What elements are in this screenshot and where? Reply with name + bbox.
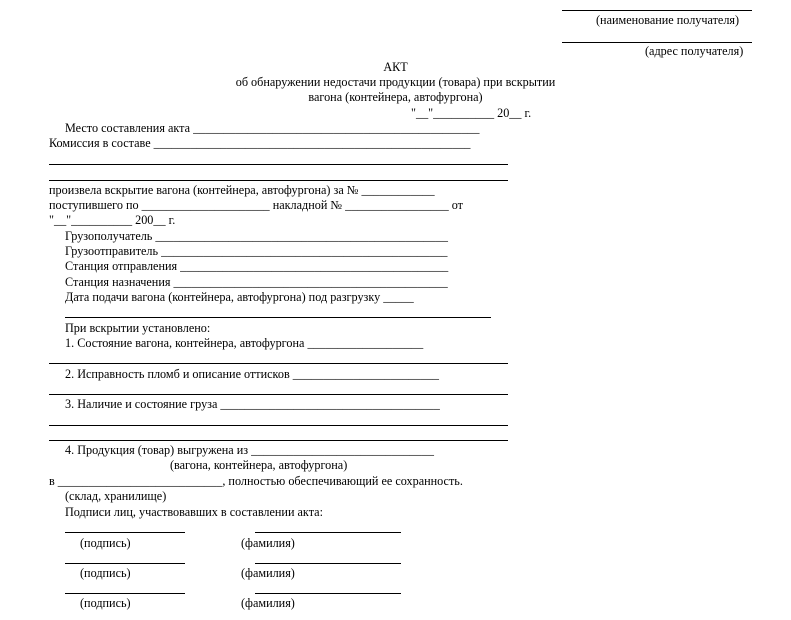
signature-label: (подпись)	[80, 566, 131, 580]
surname-label: (фамилия)	[241, 566, 295, 580]
departure-station-field[interactable]: Станция отправления ____________________________________________	[65, 259, 449, 273]
delivery-date-blank-line[interactable]	[65, 317, 491, 318]
recipient-name-label: (наименование получателя)	[596, 13, 740, 27]
act-date-line[interactable]: "__"__________ 20__ г.	[411, 106, 532, 120]
storage-hint: (склад, хранилище)	[65, 489, 167, 503]
place-of-act-field[interactable]: Место составления акта _______________________________________________	[65, 121, 480, 135]
item-2-blank-line[interactable]	[49, 394, 508, 395]
recipient-name-line[interactable]	[562, 10, 752, 11]
document-subtitle-1: об обнаружении недостачи продукции (товара) при вскрытии	[235, 75, 556, 89]
document-title: АКТ	[383, 60, 408, 74]
item-2-field[interactable]: 2. Исправность пломб и описание оттисков ________________________	[65, 367, 440, 381]
item-4-hint: (вагона, контейнера, автофургона)	[170, 458, 348, 472]
signatures-intro: Подписи лиц, участвовавших в составлении акта:	[65, 505, 323, 519]
consignor-field[interactable]: Грузоотправитель _______________________________________________	[65, 244, 448, 258]
signature-label: (подпись)	[80, 596, 131, 610]
document-subtitle-2: вагона (контейнера, автофургона)	[308, 90, 483, 104]
item-1-blank-line[interactable]	[49, 363, 508, 364]
commission-blank-line-2[interactable]	[49, 180, 508, 181]
storage-field[interactable]: в ___________________________, полностью обеспечивающий ее сохранность.	[49, 474, 463, 488]
signature-label: (подпись)	[80, 536, 131, 550]
recipient-address-line[interactable]	[562, 42, 752, 43]
opened-wagon-field[interactable]: произвела вскрытие вагона (контейнера, автофургона) за № ____________	[49, 183, 435, 197]
item-1-field[interactable]: 1. Состояние вагона, контейнера, автофургона ___________________	[65, 336, 424, 350]
recipient-address-label: (адрес получателя)	[645, 44, 744, 58]
surname-line-3[interactable]	[255, 593, 401, 594]
surname-line-2[interactable]	[255, 563, 401, 564]
item-4-field[interactable]: 4. Продукция (товар) выгружена из ______________________________	[65, 443, 434, 457]
commission-field[interactable]: Комиссия в составе ____________________________________________________	[49, 136, 471, 150]
delivery-date-field[interactable]: Дата подачи вагона (контейнера, автофургона) под разгрузку _____	[65, 290, 414, 304]
consignee-field[interactable]: Грузополучатель ________________________________________________	[65, 229, 448, 243]
waybill-field[interactable]: поступившего по _____________________ накладной № _________________ от	[49, 198, 463, 212]
surname-label: (фамилия)	[241, 596, 295, 610]
signature-line-3[interactable]	[65, 593, 185, 594]
item-3-field[interactable]: 3. Наличие и состояние груза ____________________________________	[65, 397, 440, 411]
established-heading: При вскрытии установлено:	[65, 321, 211, 335]
surname-label: (фамилия)	[241, 536, 295, 550]
item-3-blank-line-2[interactable]	[49, 440, 508, 441]
signature-line-2[interactable]	[65, 563, 185, 564]
destination-station-field[interactable]: Станция назначения _____________________________________________	[65, 275, 448, 289]
commission-blank-line-1[interactable]	[49, 164, 508, 165]
signature-line-1[interactable]	[65, 532, 185, 533]
item-3-blank-line-1[interactable]	[49, 425, 508, 426]
surname-line-1[interactable]	[255, 532, 401, 533]
waybill-date-field[interactable]: "__"__________ 200__ г.	[49, 213, 176, 227]
